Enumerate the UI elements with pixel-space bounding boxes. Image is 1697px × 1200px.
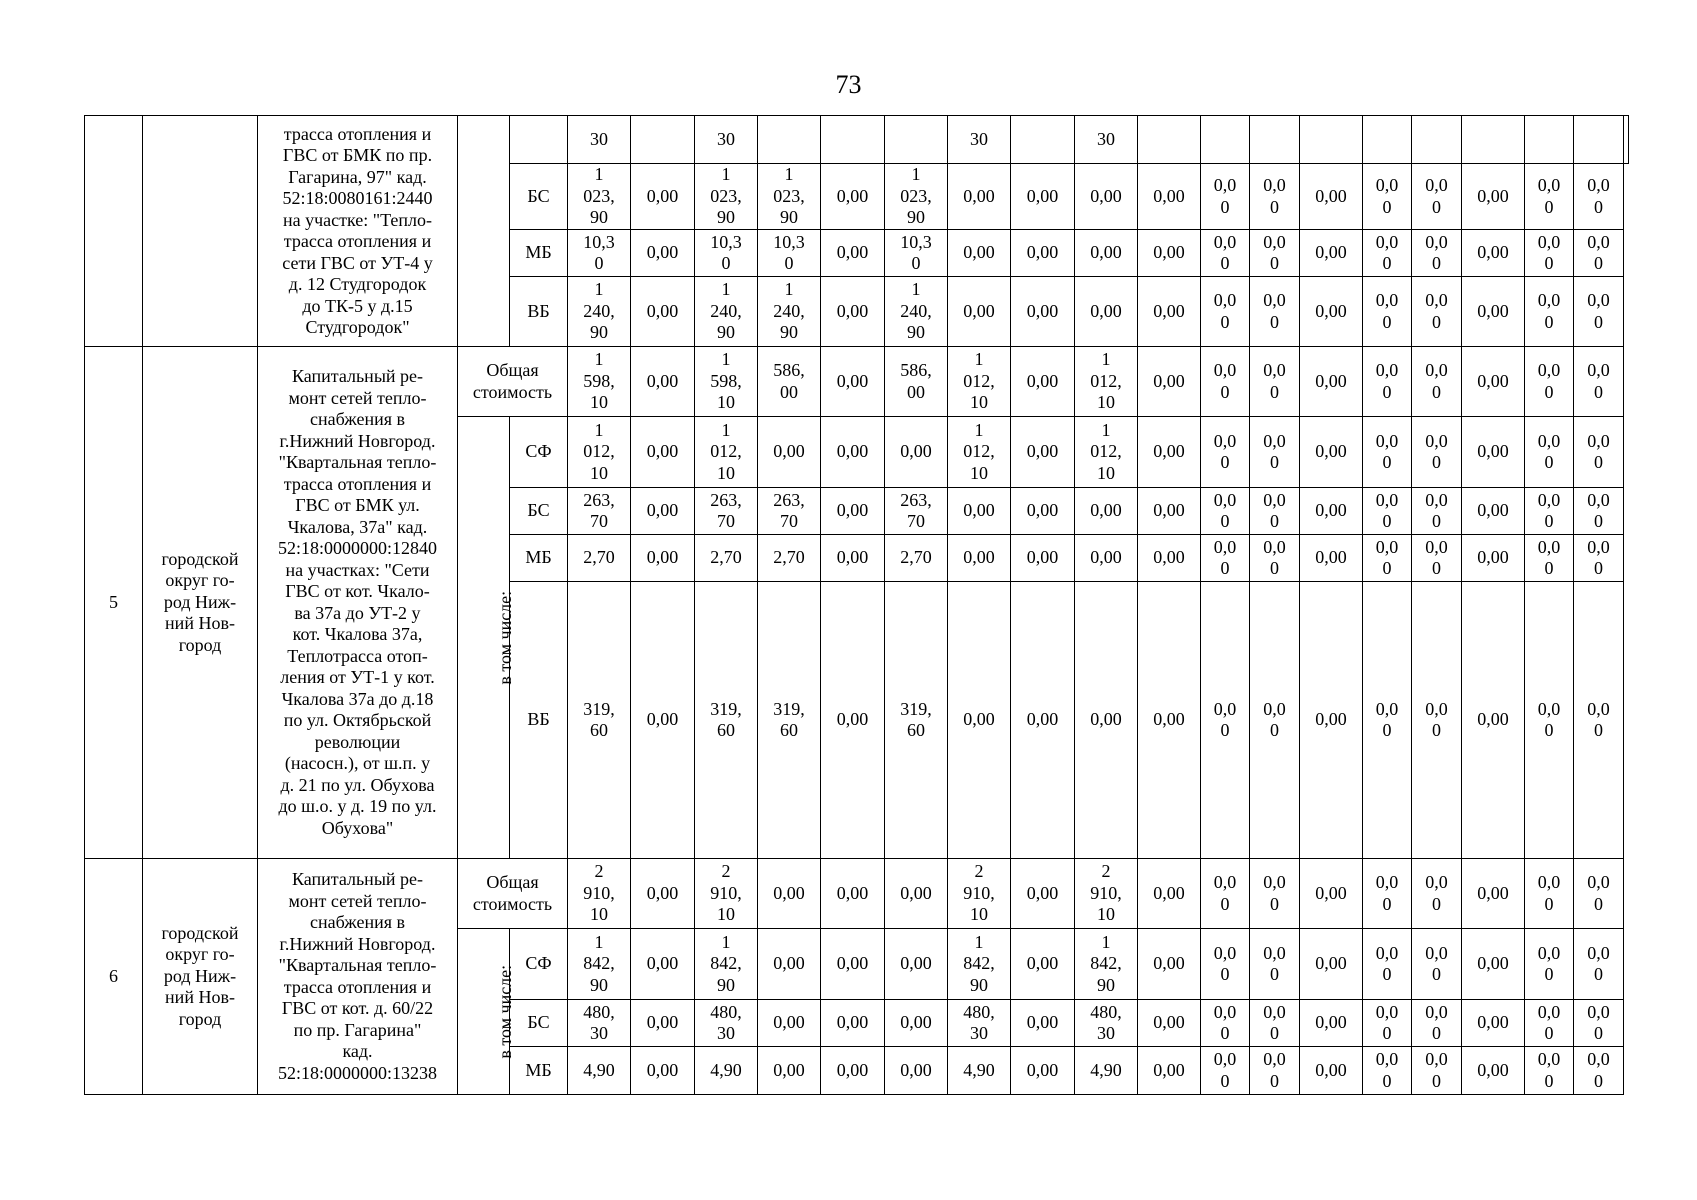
financing-table <box>84 115 1629 1095</box>
value-cell: 0,00 <box>1462 859 1525 929</box>
value-cell: 2,70 <box>695 535 758 582</box>
value-cell: 0,0 0 <box>1525 164 1574 230</box>
value-cell: 0,0 0 <box>1412 1047 1462 1095</box>
value-cell: 0,0 0 <box>1574 164 1624 230</box>
value-cell: 0,00 <box>821 347 885 417</box>
value-cell: 0,00 <box>1011 582 1075 859</box>
value-cell: 0,00 <box>1462 230 1525 277</box>
value-cell: 1 240, 90 <box>885 277 948 347</box>
value-cell: 0,0 0 <box>1201 488 1250 535</box>
value-cell: 0,00 <box>1011 347 1075 417</box>
value-cell <box>1624 116 1629 164</box>
value-cell: 0,00 <box>885 859 948 929</box>
value-cell: 0,0 0 <box>1201 164 1250 230</box>
value-cell: 0,00 <box>631 488 695 535</box>
value-cell: 0,00 <box>821 535 885 582</box>
value-cell: 0,00 <box>631 347 695 417</box>
value-cell: 0,0 0 <box>1363 929 1412 1000</box>
value-cell: 0,00 <box>631 1000 695 1047</box>
value-cell: 0,0 0 <box>1201 859 1250 929</box>
value-cell: 0,00 <box>1462 535 1525 582</box>
value-cell: 0,0 0 <box>1363 277 1412 347</box>
value-cell: 0,00 <box>1300 277 1363 347</box>
value-cell: 0,0 0 <box>1363 1000 1412 1047</box>
value-cell: 0,00 <box>1138 582 1201 859</box>
value-cell: 0,00 <box>1138 535 1201 582</box>
value-cell: 0,00 <box>1138 347 1201 417</box>
value-cell: 0,0 0 <box>1412 164 1462 230</box>
table-row <box>85 347 1629 417</box>
funding-source-cell: ВБ <box>510 277 568 347</box>
value-cell: 1 012, 10 <box>1075 347 1138 417</box>
funding-source-cell: СФ <box>510 929 568 1000</box>
value-cell: 0,00 <box>1075 535 1138 582</box>
value-cell: 0,0 0 <box>1250 230 1300 277</box>
value-cell: 0,00 <box>758 1047 821 1095</box>
value-cell: 0,0 0 <box>1525 1047 1574 1095</box>
value-cell: 0,0 0 <box>1525 417 1574 488</box>
value-cell: 30 <box>948 116 1011 164</box>
value-cell: 1 842, 90 <box>1075 929 1138 1000</box>
value-cell: 0,00 <box>1462 929 1525 1000</box>
value-cell: 0,00 <box>758 859 821 929</box>
funding-source-cell: МБ <box>510 230 568 277</box>
value-cell: 0,00 <box>1138 929 1201 1000</box>
value-cell: 586, 00 <box>758 347 821 417</box>
value-cell: 0,00 <box>631 417 695 488</box>
value-cell: 2 910, 10 <box>695 859 758 929</box>
table-row <box>85 116 1629 164</box>
value-cell: 0,00 <box>948 230 1011 277</box>
value-cell: 0,0 0 <box>1574 1047 1624 1095</box>
value-cell: 30 <box>695 116 758 164</box>
table-row <box>85 859 1629 929</box>
value-cell: 1 012, 10 <box>948 347 1011 417</box>
value-cell: 10,3 0 <box>758 230 821 277</box>
value-cell: 0,00 <box>631 859 695 929</box>
value-cell: 0,0 0 <box>1412 1000 1462 1047</box>
value-cell: 0,00 <box>1300 1047 1363 1095</box>
municipality-cell <box>143 116 258 347</box>
value-cell: 4,90 <box>568 1047 631 1095</box>
value-cell: 0,00 <box>948 535 1011 582</box>
value-cell: 0,00 <box>821 1000 885 1047</box>
value-cell: 10,3 0 <box>885 230 948 277</box>
value-cell: 0,0 0 <box>1412 535 1462 582</box>
value-cell: 0,00 <box>1138 1000 1201 1047</box>
value-cell: 0,00 <box>758 417 821 488</box>
value-cell <box>1363 116 1412 164</box>
value-cell <box>885 116 948 164</box>
value-cell: 0,00 <box>1138 417 1201 488</box>
value-cell: 10,3 0 <box>568 230 631 277</box>
value-cell: 480, 30 <box>695 1000 758 1047</box>
value-cell: 0,0 0 <box>1574 859 1624 929</box>
value-cell: 1 023, 90 <box>568 164 631 230</box>
value-cell: 0,00 <box>1011 535 1075 582</box>
value-cell: 0,00 <box>1138 277 1201 347</box>
description-cell: Капитальный ре- монт сетей тепло- снабжения в г.Нижний Новгород. "Квартальная тепло- трасса отопления и ГВС от кот. д. 60/22 по пр. Гагарина" кад. 52:18:0000000:13238 <box>258 859 458 1095</box>
value-cell: 263, 70 <box>758 488 821 535</box>
value-cell: 0,00 <box>1462 277 1525 347</box>
in-total-vertical-label <box>458 929 516 1095</box>
value-cell: 0,00 <box>1138 488 1201 535</box>
value-cell: 2 910, 10 <box>568 859 631 929</box>
municipality-cell: городской округ го- род Ниж- ний Нов- город <box>143 347 258 859</box>
funding-source-cell: БС <box>510 1000 568 1047</box>
value-cell: 1 012, 10 <box>1075 417 1138 488</box>
value-cell: 0,00 <box>1011 417 1075 488</box>
value-cell: 0,0 0 <box>1201 1047 1250 1095</box>
value-cell <box>1462 116 1525 164</box>
value-cell: 0,0 0 <box>1574 582 1624 859</box>
value-cell: 1 842, 90 <box>948 929 1011 1000</box>
value-cell: 2 910, 10 <box>948 859 1011 929</box>
value-cell: 1 023, 90 <box>695 164 758 230</box>
value-cell: 1 842, 90 <box>568 929 631 1000</box>
value-cell: 0,00 <box>1300 488 1363 535</box>
funding-source-cell: ВБ <box>510 582 568 859</box>
value-cell: 0,0 0 <box>1363 164 1412 230</box>
funding-source-cell <box>510 116 568 164</box>
value-cell: 0,00 <box>821 1047 885 1095</box>
value-cell: 0,00 <box>631 535 695 582</box>
value-cell: 0,00 <box>1462 582 1525 859</box>
value-cell: 0,0 0 <box>1250 417 1300 488</box>
value-cell: 0,0 0 <box>1574 488 1624 535</box>
value-cell: 0,0 0 <box>1574 347 1624 417</box>
value-cell: 0,0 0 <box>1574 1000 1624 1047</box>
value-cell: 0,00 <box>1075 230 1138 277</box>
value-cell: 0,00 <box>1300 1000 1363 1047</box>
value-cell: 0,0 0 <box>1574 417 1624 488</box>
in-total-label: в том числе: <box>495 590 516 685</box>
value-cell <box>758 116 821 164</box>
value-cell: 0,00 <box>1300 230 1363 277</box>
value-cell: 0,00 <box>1075 277 1138 347</box>
value-cell: 0,00 <box>758 929 821 1000</box>
funding-source-cell: МБ <box>510 535 568 582</box>
value-cell: 0,0 0 <box>1525 859 1574 929</box>
value-cell: 0,00 <box>948 164 1011 230</box>
value-cell: 319, 60 <box>758 582 821 859</box>
value-cell: 0,0 0 <box>1574 535 1624 582</box>
funding-source-cell: Общая стоимость <box>458 859 568 929</box>
value-cell: 0,0 0 <box>1201 347 1250 417</box>
value-cell: 0,0 0 <box>1363 488 1412 535</box>
value-cell: 0,0 0 <box>1250 929 1300 1000</box>
value-cell: 4,90 <box>948 1047 1011 1095</box>
value-cell: 0,0 0 <box>1525 535 1574 582</box>
value-cell: 0,0 0 <box>1201 1000 1250 1047</box>
value-cell <box>1300 116 1363 164</box>
value-cell: 0,00 <box>1011 277 1075 347</box>
value-cell: 0,0 0 <box>1412 929 1462 1000</box>
description-cell: Капитальный ре- монт сетей тепло- снабжения в г.Нижний Новгород. "Квартальная тепло- трасса отопления и ГВС от БМК ул. Чкалова, 37а" кад. 52:18:0000000:12840 на участках: "Сети ГВС от кот. Чкало- ва 37а до УТ-2 у кот. Чкалова 37а, Теплотрасса отоп- ления от УТ-1 у кот. Чкалова 37а до д.18 по ул. Октябрьской революции (насосн.), от ш.п. у д. 21 по ул. Обухова до ш.о. у д. 19 по ул. Обухова" <box>258 347 458 859</box>
value-cell: 0,00 <box>948 582 1011 859</box>
value-cell <box>1574 116 1624 164</box>
value-cell: 0,0 0 <box>1525 582 1574 859</box>
value-cell: 1 842, 90 <box>695 929 758 1000</box>
value-cell: 0,00 <box>821 230 885 277</box>
value-cell: 0,00 <box>1300 417 1363 488</box>
value-cell: 0,0 0 <box>1201 535 1250 582</box>
value-cell <box>1250 116 1300 164</box>
in-total-vertical-label <box>458 417 516 859</box>
value-cell <box>1138 116 1201 164</box>
value-cell: 0,0 0 <box>1574 230 1624 277</box>
value-cell: 263, 70 <box>695 488 758 535</box>
value-cell: 0,0 0 <box>1250 582 1300 859</box>
value-cell: 0,0 0 <box>1525 347 1574 417</box>
value-cell: 0,0 0 <box>1201 417 1250 488</box>
in-total-label: в том числе: <box>495 964 516 1059</box>
funding-source-cell: БС <box>510 164 568 230</box>
row-number: 5 <box>85 347 143 859</box>
value-cell: 10,3 0 <box>695 230 758 277</box>
value-cell <box>1412 116 1462 164</box>
value-cell: 0,00 <box>885 1000 948 1047</box>
value-cell: 0,0 0 <box>1363 230 1412 277</box>
value-cell: 0,00 <box>821 164 885 230</box>
value-cell: 0,0 0 <box>1525 1000 1574 1047</box>
page-number: 73 <box>835 70 862 99</box>
value-cell: 0,00 <box>885 1047 948 1095</box>
value-cell: 1 023, 90 <box>885 164 948 230</box>
value-cell: 30 <box>1075 116 1138 164</box>
value-cell: 0,0 0 <box>1363 859 1412 929</box>
value-cell: 0,00 <box>1138 1047 1201 1095</box>
value-cell: 0,00 <box>1138 859 1201 929</box>
value-cell: 1 023, 90 <box>758 164 821 230</box>
value-cell: 0,0 0 <box>1525 277 1574 347</box>
value-cell: 0,00 <box>948 277 1011 347</box>
value-cell: 319, 60 <box>568 582 631 859</box>
value-cell: 0,00 <box>1300 164 1363 230</box>
funding-source-cell: СФ <box>510 417 568 488</box>
value-cell: 0,00 <box>948 488 1011 535</box>
row-number <box>85 116 143 347</box>
value-cell: 2,70 <box>885 535 948 582</box>
value-cell: 0,00 <box>885 417 948 488</box>
value-cell: 0,00 <box>1075 488 1138 535</box>
value-cell: 0,00 <box>758 1000 821 1047</box>
value-cell: 1 240, 90 <box>758 277 821 347</box>
value-cell: 1 598, 10 <box>568 347 631 417</box>
value-cell: 0,00 <box>1075 582 1138 859</box>
value-cell: 0,0 0 <box>1412 230 1462 277</box>
value-cell: 0,0 0 <box>1525 488 1574 535</box>
value-cell: 0,0 0 <box>1525 929 1574 1000</box>
funding-source-cell: БС <box>510 488 568 535</box>
value-cell: 0,00 <box>821 488 885 535</box>
value-cell: 0,00 <box>1462 488 1525 535</box>
value-cell: 0,00 <box>631 277 695 347</box>
value-cell: 1 012, 10 <box>695 417 758 488</box>
value-cell: 319, 60 <box>695 582 758 859</box>
value-cell: 0,00 <box>631 929 695 1000</box>
value-cell: 0,00 <box>821 277 885 347</box>
value-cell: 0,00 <box>885 929 948 1000</box>
value-cell: 0,0 0 <box>1574 929 1624 1000</box>
value-cell: 0,00 <box>1011 859 1075 929</box>
value-cell: 0,0 0 <box>1363 417 1412 488</box>
value-cell: 0,0 0 <box>1250 347 1300 417</box>
value-cell: 1 012, 10 <box>948 417 1011 488</box>
value-cell: 0,00 <box>1075 164 1138 230</box>
value-cell: 0,00 <box>1462 417 1525 488</box>
value-cell: 0,0 0 <box>1250 488 1300 535</box>
value-cell: 2,70 <box>568 535 631 582</box>
value-cell <box>1525 116 1574 164</box>
value-cell: 0,0 0 <box>1363 535 1412 582</box>
value-cell: 0,0 0 <box>1412 277 1462 347</box>
value-cell: 0,0 0 <box>1363 347 1412 417</box>
value-cell: 0,00 <box>631 164 695 230</box>
value-cell: 0,00 <box>1011 230 1075 277</box>
value-cell: 0,00 <box>821 859 885 929</box>
value-cell: 0,00 <box>1011 164 1075 230</box>
value-cell: 0,00 <box>1011 929 1075 1000</box>
value-cell: 0,00 <box>1462 1047 1525 1095</box>
value-cell: 0,00 <box>821 417 885 488</box>
value-cell: 0,0 0 <box>1363 1047 1412 1095</box>
value-cell: 0,0 0 <box>1412 859 1462 929</box>
value-cell: 0,00 <box>1300 535 1363 582</box>
description-cell: трасса отопления и ГВС от БМК по пр. Гагарина, 97" кад. 52:18:0080161:2440 на участке: "Тепло- трасса отопления и сети ГВС от УТ-4 у д. 12 Студгородок до ТК-5 у д.15 Студгородок" <box>258 116 458 347</box>
value-cell: 0,0 0 <box>1250 535 1300 582</box>
value-cell: 0,00 <box>1462 347 1525 417</box>
value-cell: 0,0 0 <box>1412 347 1462 417</box>
value-cell: 0,0 0 <box>1250 164 1300 230</box>
value-cell: 0,0 0 <box>1574 277 1624 347</box>
value-cell: 0,00 <box>1300 929 1363 1000</box>
value-cell: 480, 30 <box>568 1000 631 1047</box>
municipality-cell: городской округ го- род Ниж- ний Нов- город <box>143 859 258 1095</box>
value-cell <box>1011 116 1075 164</box>
value-cell: 4,90 <box>1075 1047 1138 1095</box>
value-cell: 0,00 <box>821 582 885 859</box>
value-cell: 263, 70 <box>885 488 948 535</box>
value-cell <box>821 116 885 164</box>
value-cell: 2 910, 10 <box>1075 859 1138 929</box>
value-cell: 0,0 0 <box>1250 1047 1300 1095</box>
value-cell: 0,0 0 <box>1412 417 1462 488</box>
value-cell: 30 <box>568 116 631 164</box>
value-cell: 319, 60 <box>885 582 948 859</box>
value-cell: 0,0 0 <box>1201 277 1250 347</box>
funding-source-cell: МБ <box>510 1047 568 1095</box>
value-cell: 0,00 <box>1462 1000 1525 1047</box>
value-cell: 0,00 <box>631 230 695 277</box>
value-cell: 0,00 <box>631 1047 695 1095</box>
value-cell: 0,00 <box>1011 488 1075 535</box>
value-cell <box>631 116 695 164</box>
value-cell: 1 598, 10 <box>695 347 758 417</box>
value-cell: 0,00 <box>1300 582 1363 859</box>
value-cell: 2,70 <box>758 535 821 582</box>
value-cell: 0,0 0 <box>1412 582 1462 859</box>
value-cell: 0,00 <box>1300 347 1363 417</box>
value-cell: 0,0 0 <box>1363 582 1412 859</box>
value-cell: 0,00 <box>1462 164 1525 230</box>
value-cell: 480, 30 <box>1075 1000 1138 1047</box>
value-cell: 0,0 0 <box>1250 859 1300 929</box>
value-cell: 0,00 <box>1138 230 1201 277</box>
value-cell: 0,00 <box>1011 1047 1075 1095</box>
value-cell: 586, 00 <box>885 347 948 417</box>
value-cell: 0,00 <box>1300 859 1363 929</box>
value-cell: 0,00 <box>631 582 695 859</box>
funding-source-cell: Общая стоимость <box>458 347 568 417</box>
value-cell: 0,0 0 <box>1201 582 1250 859</box>
value-cell: 0,00 <box>1011 1000 1075 1047</box>
value-cell: 1 240, 90 <box>695 277 758 347</box>
value-cell: 4,90 <box>695 1047 758 1095</box>
value-cell: 0,0 0 <box>1250 1000 1300 1047</box>
in-total-vertical-label <box>458 116 510 347</box>
value-cell: 0,0 0 <box>1201 929 1250 1000</box>
value-cell: 0,00 <box>821 929 885 1000</box>
value-cell <box>1201 116 1250 164</box>
table-body <box>85 116 1629 1095</box>
value-cell: 263, 70 <box>568 488 631 535</box>
value-cell: 0,00 <box>1138 164 1201 230</box>
value-cell: 480, 30 <box>948 1000 1011 1047</box>
value-cell: 0,0 0 <box>1201 230 1250 277</box>
value-cell: 0,0 0 <box>1250 277 1300 347</box>
row-number: 6 <box>85 859 143 1095</box>
value-cell: 1 012, 10 <box>568 417 631 488</box>
value-cell: 0,0 0 <box>1525 230 1574 277</box>
value-cell: 0,0 0 <box>1412 488 1462 535</box>
value-cell: 1 240, 90 <box>568 277 631 347</box>
